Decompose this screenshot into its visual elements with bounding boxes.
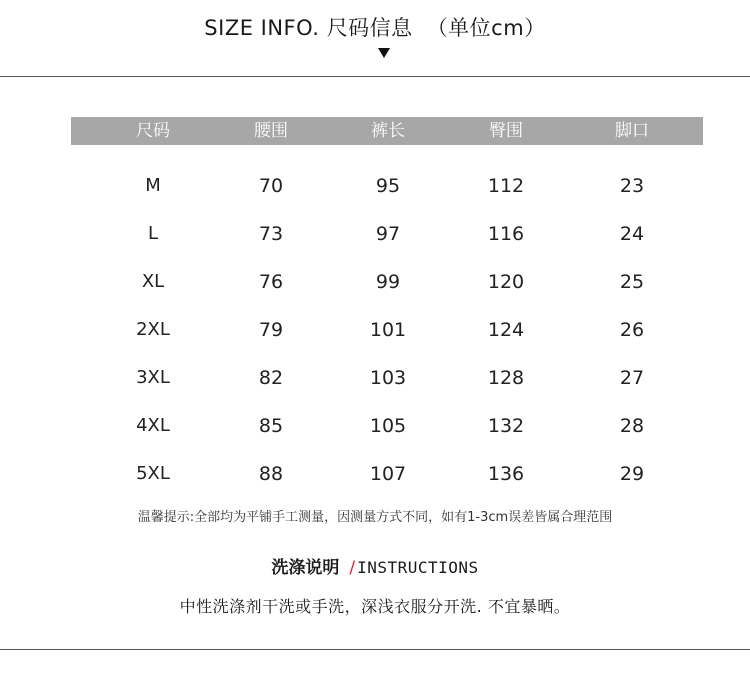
table-row (0, 267, 750, 297)
title-cn: 尺码信息 (326, 16, 413, 40)
size-cell: L (147, 223, 159, 244)
title-unit: （单位cm） (426, 16, 546, 40)
wash-title-slash: / (349, 558, 356, 578)
table-row (0, 171, 750, 201)
waist-cell: 70 (258, 175, 284, 197)
wash-instructions-text: 中性洗涤剂干洗或手洗，深浅衣服分开洗. 不宜暴晒。 (179, 597, 571, 616)
length-cell: 103 (369, 367, 407, 389)
col-header-length: 裤长 (371, 121, 405, 141)
table-row (0, 363, 750, 393)
hip-cell: 120 (487, 271, 525, 293)
triangle-down-icon (378, 48, 390, 58)
table-row (0, 411, 750, 441)
size-cell: 5XL (136, 463, 170, 484)
leg-opening-cell: 25 (619, 271, 645, 293)
leg-opening-cell: 28 (619, 415, 645, 437)
size-cell: 4XL (136, 415, 170, 436)
waist-cell: 73 (258, 223, 284, 245)
table-row (0, 459, 750, 489)
bottom-divider (0, 649, 750, 650)
leg-opening-cell: 29 (619, 463, 645, 485)
length-cell: 105 (369, 415, 407, 437)
wash-title-en: INSTRUCTIONS (357, 558, 479, 577)
waist-cell: 82 (258, 367, 284, 389)
leg-opening-cell: 23 (619, 175, 645, 197)
waist-cell: 88 (258, 463, 284, 485)
waist-cell: 76 (258, 271, 284, 293)
table-row (0, 219, 750, 249)
measurement-note: 温馨提示:全部均为平铺手工测量，因测量方式不同，如有1-3cm误差皆属合理范围 (137, 510, 613, 525)
length-cell: 99 (375, 271, 401, 293)
hip-cell: 124 (487, 319, 525, 341)
title-en: SIZE INFO. (204, 16, 320, 40)
length-cell: 101 (369, 319, 407, 341)
hip-cell: 116 (487, 223, 525, 245)
hip-cell: 112 (487, 175, 525, 197)
col-header-size: 尺码 (136, 121, 170, 141)
waist-cell: 85 (258, 415, 284, 437)
size-cell: XL (141, 271, 165, 292)
length-cell: 97 (375, 223, 401, 245)
hip-cell: 136 (487, 463, 525, 485)
table-row (0, 315, 750, 345)
length-cell: 107 (369, 463, 407, 485)
size-cell: 3XL (136, 367, 170, 388)
top-divider (0, 76, 750, 77)
col-header-waist: 腰围 (254, 121, 288, 141)
page-title (0, 12, 750, 42)
leg-opening-cell: 24 (619, 223, 645, 245)
col-header-hip: 臀围 (489, 121, 523, 141)
wash-title-cn: 洗涤说明 (271, 558, 340, 578)
col-header-leg-opening: 脚口 (615, 121, 649, 141)
waist-cell: 79 (258, 319, 284, 341)
leg-opening-cell: 26 (619, 319, 645, 341)
size-cell: 2XL (136, 319, 170, 340)
table-header (71, 117, 703, 145)
size-cell: M (145, 175, 161, 196)
hip-cell: 132 (487, 415, 525, 437)
length-cell: 95 (375, 175, 401, 197)
wash-instructions-heading (0, 553, 750, 578)
hip-cell: 128 (487, 367, 525, 389)
leg-opening-cell: 27 (619, 367, 645, 389)
